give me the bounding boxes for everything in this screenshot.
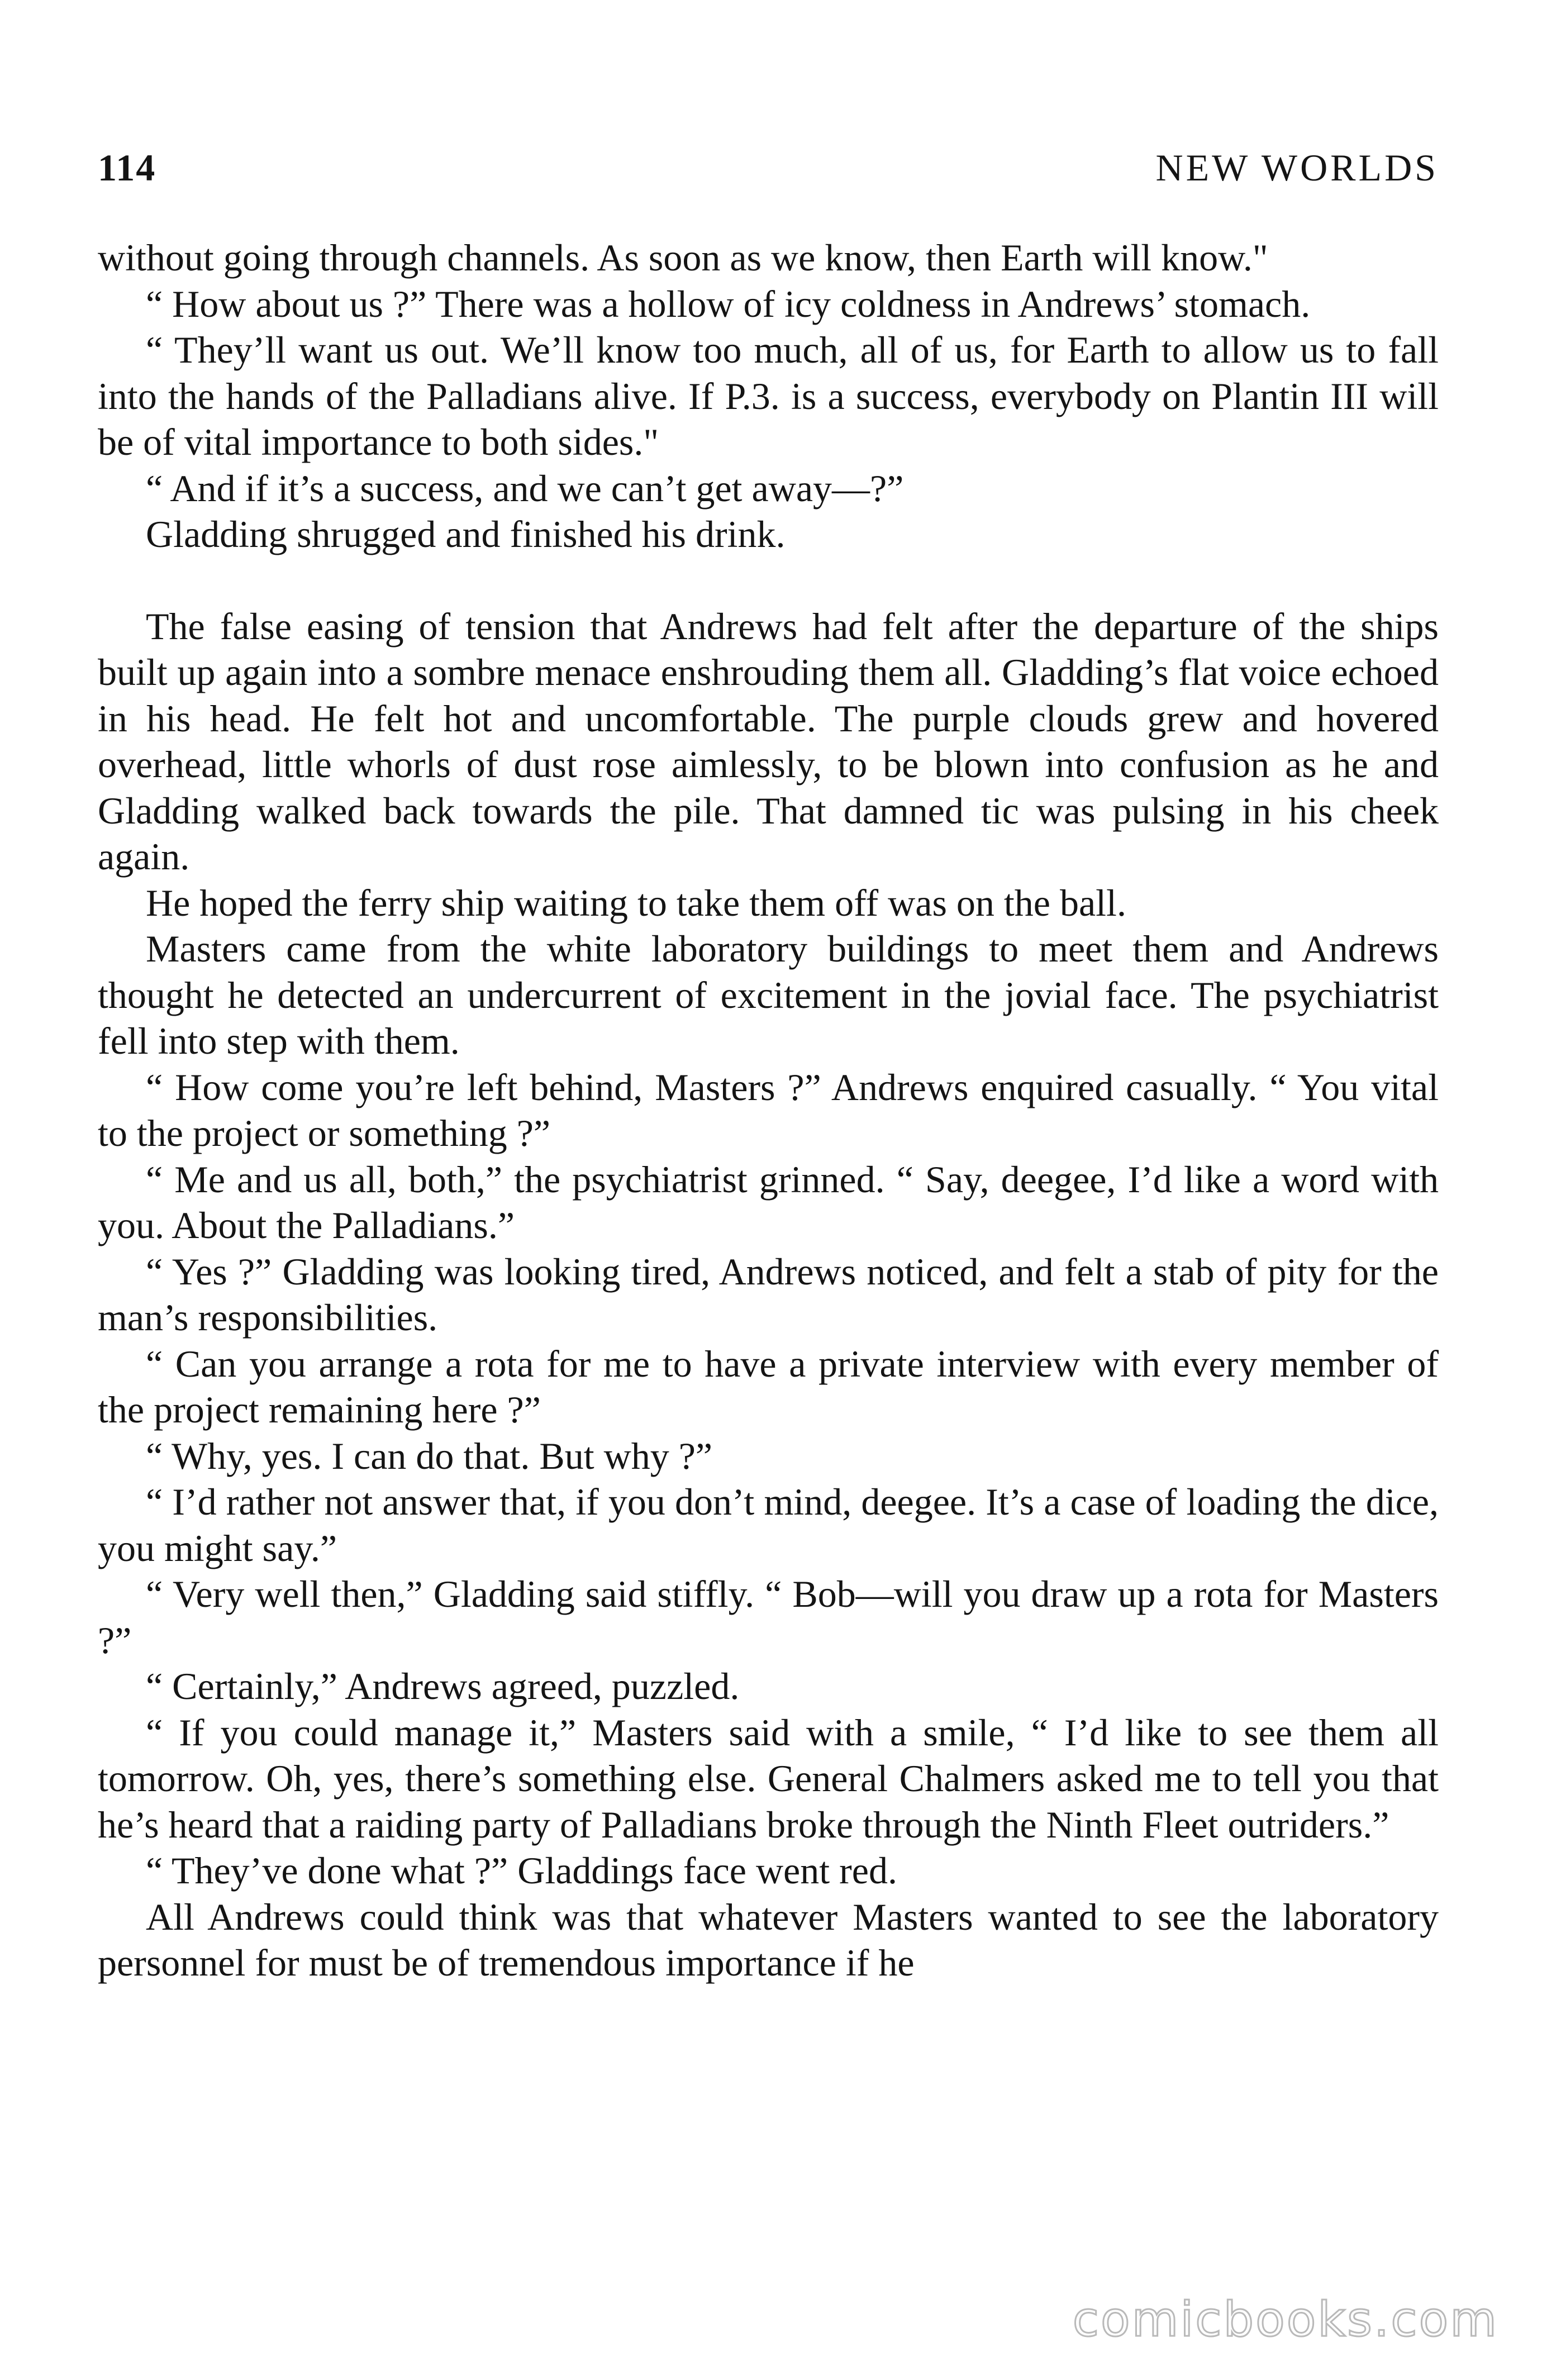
paragraph: “ They’ve done what ?” Gladdings face went red. [146,1849,897,1892]
paragraph: “ And if it’s a success, and we can’t get away—?” [146,467,904,510]
paragraph: Masters came from the white laboratory buildings to meet them and Andrews thought he detected an undercurrent of excitement in the jovial face. The psychiatrist fell into step with them. [98,927,1439,1062]
paragraph: The false easing of tension that Andrews had felt after the departure of the ships built up again into a sombre menace enshrouding them all. Gladding’s flat voice echoed in his head. He felt hot and uncomfortable. The purple clouds grew and hovered overhead, little whorls of dust rose aimlessly, to be blown into confusion as he and Gladding walked back towards the pile. That damned tic was pulsing in his cheek again. [98,604,1439,878]
paragraph: “ Yes ?” Gladding was looking tired, Andrews noticed, and felt a stab of pity for the man’s responsibilities. [98,1250,1439,1339]
paragraph: “ How come you’re left behind, Masters ?” Andrews enquired casually. “ You vital to the project or something ?” [98,1065,1439,1154]
page-number: 114 [98,146,156,189]
paragraph: “ I’d rather not answer that, if you don’t mind, deegee. It’s a case of loading the dice, you might say.” [98,1481,1439,1569]
body-text [98,235,1439,1986]
paragraph: “ Why, yes. I can do that. But why ?” [146,1434,713,1477]
paragraph: without going through channels. As soon as we know, then Earth will know." [98,236,1268,279]
paragraph: “ Certainly,” Andrews agreed, puzzled. [146,1665,740,1707]
running-head [98,140,1439,196]
paragraph: Gladding shrugged and finished his drink. [146,513,786,555]
paragraph: “ Can you arrange a rota for me to have a private interview with every member of the project remaining here ?” [98,1342,1439,1431]
paragraph: “ Me and us all, both,” the psychiatrist grinned. “ Say, deegee, I’d like a word with you. About the Palladians.” [98,1158,1439,1246]
watermark: comicbooks.com [1072,2292,1498,2348]
paragraph: All Andrews could think was that whatever Masters wanted to see the laboratory personnel for must be of tremendous importance if he [98,1895,1439,1984]
paragraph: “ Very well then,” Gladding said stiffly. “ Bob—will you draw up a rota for Masters ?” [98,1573,1439,1662]
paragraph: He hoped the ferry ship waiting to take them off was on the ball. [146,881,1126,924]
section-break [98,558,1439,603]
paragraph: “ How about us ?” There was a hollow of icy coldness in Andrews’ stomach. [146,282,1311,325]
paragraph: “ They’ll want us out. We’ll know too much, all of us, for Earth to allow us to fall into the hands of the Palladians alive. If P.3. is a success, everybody on Plantin III will be of vital importance to both sides." [98,329,1439,463]
running-title: NEW WORLDS [1155,146,1439,189]
paragraph: “ If you could manage it,” Masters said with a smile, “ I’d like to see them all tomorrow. Oh, yes, there’s something else. General Chalmers asked me to tell you that he’s heard that a raiding party of Palladians broke through the Ninth Fleet outriders.” [98,1711,1439,1846]
